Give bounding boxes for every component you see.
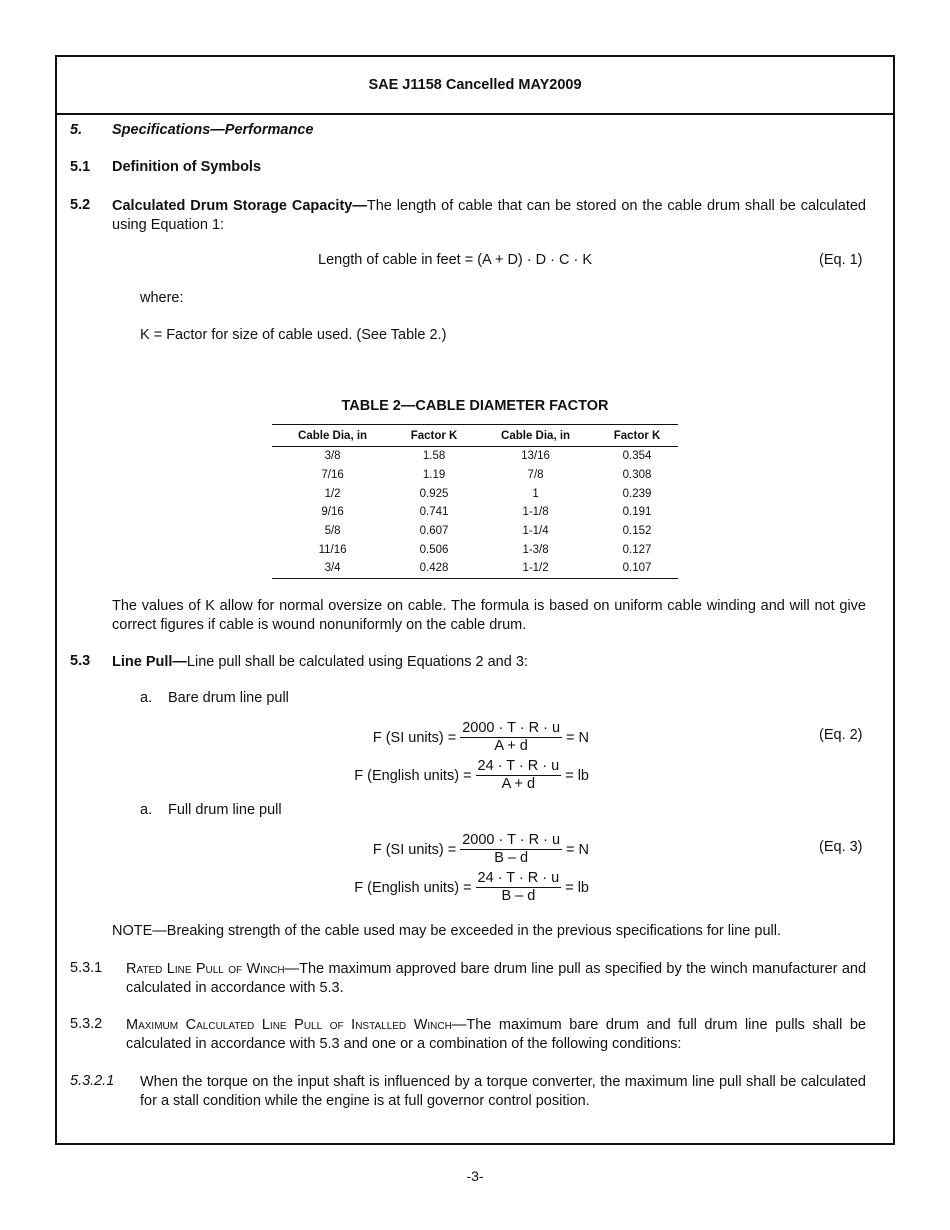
eq3-en-rhs: = lb	[565, 879, 589, 896]
table-cell: 1-3/8	[522, 543, 549, 556]
table-cell: 1-1/8	[522, 506, 549, 519]
section-5-3-1-title: Rated Line Pull of Winch	[126, 961, 285, 977]
table-cell: 11/16	[318, 543, 347, 556]
section-5-3-2-text: —The maximum bare drum and full drum line pulls shall be calculated in accordance with 5.3 and one or a combination of the following conditions:	[126, 1017, 867, 1052]
table-row	[272, 522, 678, 541]
table-cell: 0.152	[622, 525, 652, 538]
table-cell: 13/16	[521, 450, 550, 463]
table-cell: 0.607	[419, 525, 449, 538]
eq3-si-rhs: = N	[566, 841, 589, 858]
equation-1-label: (Eq. 1)	[819, 252, 863, 268]
table-cell: 0.428	[393, 559, 475, 578]
eq3-si-denominator: B – d	[494, 850, 529, 866]
section-5-3-paragraph	[112, 653, 866, 672]
table-cell: 1-1/4	[522, 525, 549, 538]
table-cell: 0.191	[622, 506, 652, 519]
eq2-en-numerator: 24 · T · R · u	[477, 758, 560, 774]
eq3-en-numerator: 24 · T · R · u	[477, 870, 560, 886]
section-5-1-title: Definition of Symbols	[112, 159, 262, 175]
section-5-2-number: 5.2	[70, 197, 91, 213]
document-title: SAE J1158 Cancelled MAY2009	[368, 77, 582, 93]
table-cell: 1.58	[422, 450, 446, 463]
table-cell: 1.19	[422, 469, 446, 482]
section-5-3-number: 5.3	[70, 653, 91, 669]
section-5-3-1-number: 5.3.1	[70, 960, 103, 976]
section-5-3-1-text: —The maximum approved bare drum line pull as specified by the winch manufacturer and calculated in accordance with 5.3.	[126, 961, 867, 996]
table-cell: 0.239	[622, 487, 652, 500]
section-5-2-paragraph	[112, 197, 866, 235]
eq3-en-fraction	[476, 870, 562, 905]
list-marker-a2: a.	[140, 802, 153, 818]
eq3-si-numerator: 2000 · T · R · u	[462, 832, 561, 848]
section-5-3-2-1-number: 5.3.2.1	[70, 1073, 115, 1089]
table-cell: 9/16	[321, 506, 344, 519]
table-cell: 0.506	[419, 543, 449, 556]
breaking-strength-note: NOTE—Breaking strength of the cable used may be exceeded in the previous specifications for line pull.	[112, 923, 781, 939]
table-cell: 0.741	[419, 506, 449, 519]
bare-drum-line-pull-label: Bare drum line pull	[168, 690, 289, 706]
page-number: -3-	[466, 1168, 484, 1184]
section-5-3-2-1-text: When the torque on the input shaft is influenced by a torque converter, the maximum line pull shall be calculated for a stall condition while the engine is at full governor control position.	[140, 1074, 866, 1109]
section-5-3-text: Line pull shall be calculated using Equations 2 and 3:	[186, 654, 528, 670]
equation-2-si	[373, 720, 589, 755]
eq3-en-lhs: F (English units) =	[354, 879, 472, 896]
section-5-3-2-number: 5.3.2	[70, 1016, 103, 1032]
full-drum-line-pull-label: Full drum line pull	[168, 802, 282, 818]
table-cell: 0.127	[622, 543, 652, 556]
table-cell: 0.107	[596, 559, 678, 578]
equation-3-label: (Eq. 3)	[819, 839, 863, 855]
equation-1: Length of cable in feet = (A + D) · D · C · K	[318, 252, 593, 268]
section-5-3-title: Line Pull—	[112, 654, 187, 670]
eq2-si-lhs: F (SI units) =	[372, 729, 457, 746]
table-cell: 5/8	[324, 525, 341, 538]
eq2-en-fraction	[476, 758, 562, 793]
table-cell: 3/8	[324, 450, 341, 463]
table-header-cell: Cable Dia, in	[272, 425, 393, 447]
table-cell: 0.308	[622, 469, 652, 482]
cable-diameter-table	[272, 424, 678, 579]
table-header-cell: Factor K	[393, 425, 475, 447]
section-5-2-text: The length of cable that can be stored on the cable drum shall be calculated using Equation 1:	[112, 198, 866, 233]
table-row	[272, 484, 678, 503]
table-cell: 7/8	[527, 469, 544, 482]
table-row	[272, 559, 678, 578]
table-cell: 0.925	[419, 487, 449, 500]
table-row	[272, 540, 678, 559]
eq2-en-lhs: F (English units) =	[354, 767, 472, 784]
eq2-si-fraction	[460, 720, 562, 755]
list-marker-a1: a.	[140, 690, 153, 706]
section-5-title: Specifications—Performance	[112, 122, 314, 138]
where-label: where:	[140, 290, 184, 306]
section-5-3-2-paragraph	[126, 1016, 866, 1054]
eq2-si-numerator: 2000 · T · R · u	[462, 720, 561, 736]
table-header-cell: Factor K	[596, 425, 678, 447]
table-header-cell: Cable Dia, in	[475, 425, 596, 447]
section-5-3-1-paragraph	[126, 960, 866, 998]
table-2-title: TABLE 2—CABLE DIAMETER FACTOR	[341, 398, 609, 414]
table-cell: 3/4	[272, 559, 393, 578]
table-cell: 0.354	[622, 450, 652, 463]
section-5-3-2-title: Maximum Calculated Line Pull of Installed Winch	[126, 1017, 452, 1033]
equation-3-si	[373, 832, 589, 867]
eq3-en-denominator: B – d	[501, 888, 536, 904]
section-5-1-number: 5.1	[70, 159, 91, 175]
table-cell: 1/2	[324, 487, 341, 500]
equation-3-english	[354, 870, 589, 905]
table-cell: 1	[532, 487, 539, 500]
equation-2-english	[354, 758, 589, 793]
eq3-si-lhs: F (SI units) =	[372, 841, 457, 858]
eq2-si-rhs: = N	[566, 729, 589, 746]
table-header-row	[272, 425, 678, 447]
equation-2-label: (Eq. 2)	[819, 727, 863, 743]
document-header	[57, 57, 893, 115]
table-row	[272, 447, 678, 466]
table-cell: 7/16	[321, 469, 344, 482]
section-5-2-title: Calculated Drum Storage Capacity—	[112, 198, 367, 214]
eq3-si-fraction	[460, 832, 562, 867]
table-row	[272, 466, 678, 485]
eq2-en-rhs: = lb	[565, 767, 589, 784]
section-5-number: 5.	[70, 122, 83, 138]
table-row	[272, 503, 678, 522]
eq2-si-denominator: A + d	[494, 738, 528, 754]
table-cell: 1-1/2	[475, 559, 596, 578]
eq2-en-denominator: A + d	[501, 776, 536, 792]
k-definition: K = Factor for size of cable used. (See Table 2.)	[140, 327, 447, 343]
k-values-note: The values of K allow for normal oversize on cable. The formula is based on uniform cable winding and will not give correct figures if cable is wound nonuniformly on the cable drum.	[112, 598, 866, 633]
